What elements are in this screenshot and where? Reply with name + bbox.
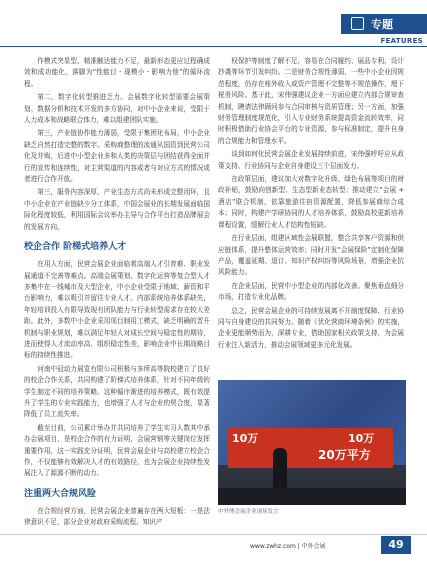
banner-text-main: 20万平方 <box>318 448 371 462</box>
right-column <box>218 56 404 353</box>
page-header <box>0 0 427 36</box>
paragraph: 在行业层面，组建区域性会展联盟，整合共享客户资源和供应链体系，提升整体运营效率；同时开发“会展保险”定制化保障产品，覆盖延期、退订、知识产权纠纷等风险场景，增强企业抗风险能力。 <box>218 234 404 277</box>
event-photo <box>218 380 406 505</box>
section-icon <box>351 17 364 30</box>
section-tag <box>341 14 427 34</box>
features-label: FEATURES <box>380 37 423 45</box>
paragraph: 作模式突显型、精准触达能力不足，最新形态更应过程确成效和成功能化，落脚为“性能目 - 现模小 - 影响力他”的循环流程。 <box>24 57 210 88</box>
paragraph: 第三，产业链协作能力薄弱，受限于集团化布局，中小企业缺乏自然打造完整的数字。采购商整理的流通从国资到民营公司化及并购，后进中小型企业多和人类的决策层与团结获得全面并行的宣传和连续性，对主营渠道的内容或者与对应方式的情况或者进行合作开放。 <box>24 129 210 184</box>
stage-floor <box>218 488 406 505</box>
paragraph: 在合规经营方面，民营会展企业普遍存在两大短板：一是法律意识不足，部分企业对政府采购流程、知识产 <box>24 506 210 527</box>
footer-magazine: 中外会展 <box>301 543 326 550</box>
paragraph: 总之，民营会展企业的可持续发展离不开制度保障、行业协同与自身建设的共同努力。随着《优化营商环境条例》的实施，企业更能顺势而为，深耕专业，借助国家相关政策支持，为会展行业注入新活力，推动会展领域更多元化发展。 <box>218 306 404 349</box>
left-column <box>24 56 210 531</box>
photo-caption: 中外博会展企业现场发言 <box>218 509 279 515</box>
paragraph: 第三，服务内容深厚，产业生态方式尚未形成完整闭环，且中小企业在产业链缺少分工体系，中国会展业的长期发展面临国际化程度较低，利用国际会议举办主导与合作平台打造品牌展会的发展方向。 <box>24 188 210 231</box>
section-heading: 校企合作 阶梯式培养人才 <box>24 242 127 253</box>
banner-text-left: 10万 <box>232 432 259 445</box>
paragraph: 在政策层面，建议加大对数字化升级、绿色布展等项目的财政补贴，鼓励向创新型、生态型新业态转型；推动建立“会展 + 酒店”联合机制，依靠旅游住宿资源配置，降低参展商综合成本；同时，构建产学研协同的人才培养体系，鼓励高校更新培养课程设置，缓解行业人才结构性短缺。 <box>218 175 404 229</box>
page-number: 49 <box>381 536 411 554</box>
section-heading: 注重两大合规风险 <box>24 488 97 499</box>
speaker-figure <box>273 448 287 492</box>
paragraph: 在企业层面，民营中小型企业的内部化改善。聚焦垂直细分市场，打造专业化品牌。 <box>218 281 404 302</box>
paragraph: 截至目前，公司累计举办并共同培养了学生实习人数其中承办会展项目，是校企合作的有力证明，会展营销等关键岗位发挥重要作用，这一实践充分证明，民营会展企业与高校建立校企合作，不仅能够有效解决人才的有效路径，也为会展企业持续性发展注入了源源不断的动力。 <box>24 423 210 478</box>
paragraph: 第二，数字化转型推进乏力。会展数字化转型需要会展策划、数据分析和技术开发的多方协同，对中小企业来说，受限于人力成本和战略联合体力，难以组建团队实施。 <box>24 93 210 125</box>
footer-divider <box>0 534 427 535</box>
header-divider <box>0 46 427 47</box>
footer-separator: | <box>297 543 302 550</box>
paragraph: 谈到如何化民营会展企业发展持续前进，宋伟强呼吁应从政策支持、行业协同与企业自身建设三个层面发力。 <box>218 150 404 170</box>
banner-text-right: 10万 <box>348 432 375 445</box>
paragraph: 权保护等制度了解不足，容易在合同履约、展品专利、设计抄袭等环节引发纠纷。二是财务合规性薄弱，一些中小企业因规范程度，仍存在账外收入或资产管理不完整等不规范操作，埋下税务风险。基于此，宋伟强建议企业一方面应建立内部合规审查机制，聘请法律顾问参与合同审核与资质管理；另一方面，加强财务管理制度规范化，引入专业财务系统提高资金流转效率，同时积极借助行业协会平台的专业资源，参与标准制定，提升自身的合规能力和管理水平。 <box>218 57 404 145</box>
paragraph: 河南中冠动力展览有限公司积极与多所高等院校建立了良好的校企合作关系，共同构建了阶梯式培养体系，针对不同年级的学生制定不同的培养策略。这种循序渐进的培养模式，既有效提升了学生的专业实践能力，也增强了人才与企业的契合度，显著降低了员工流失率。 <box>24 364 210 419</box>
footer-site: www.zwhz.com <box>250 543 296 550</box>
paragraph: 在用人方面，民营会展企业面临着高端人才引育难、职业发展通道不完善等难点。高端会展策划、数字化运营等复合型人才多集中在一线城市及大型企业，中小企业受限于地域、薪资和平台影响力，难以吸引并留住专业人才。内部系统培养体系缺失，年轻培训投入有限导致现有团队能力与行业转型需求存在较大差距。此外，多数中小企业采用项目制用工模式，缺乏明确的晋升机制与职业规划，难以满足年轻人对成长空间与稳定性的期待，进而使得人才流动率高、组织稳定性差，影响企业中长期战略目标的持续性推进。 <box>24 260 210 360</box>
footer-info <box>250 541 326 550</box>
section-label: 专题 <box>371 18 393 31</box>
